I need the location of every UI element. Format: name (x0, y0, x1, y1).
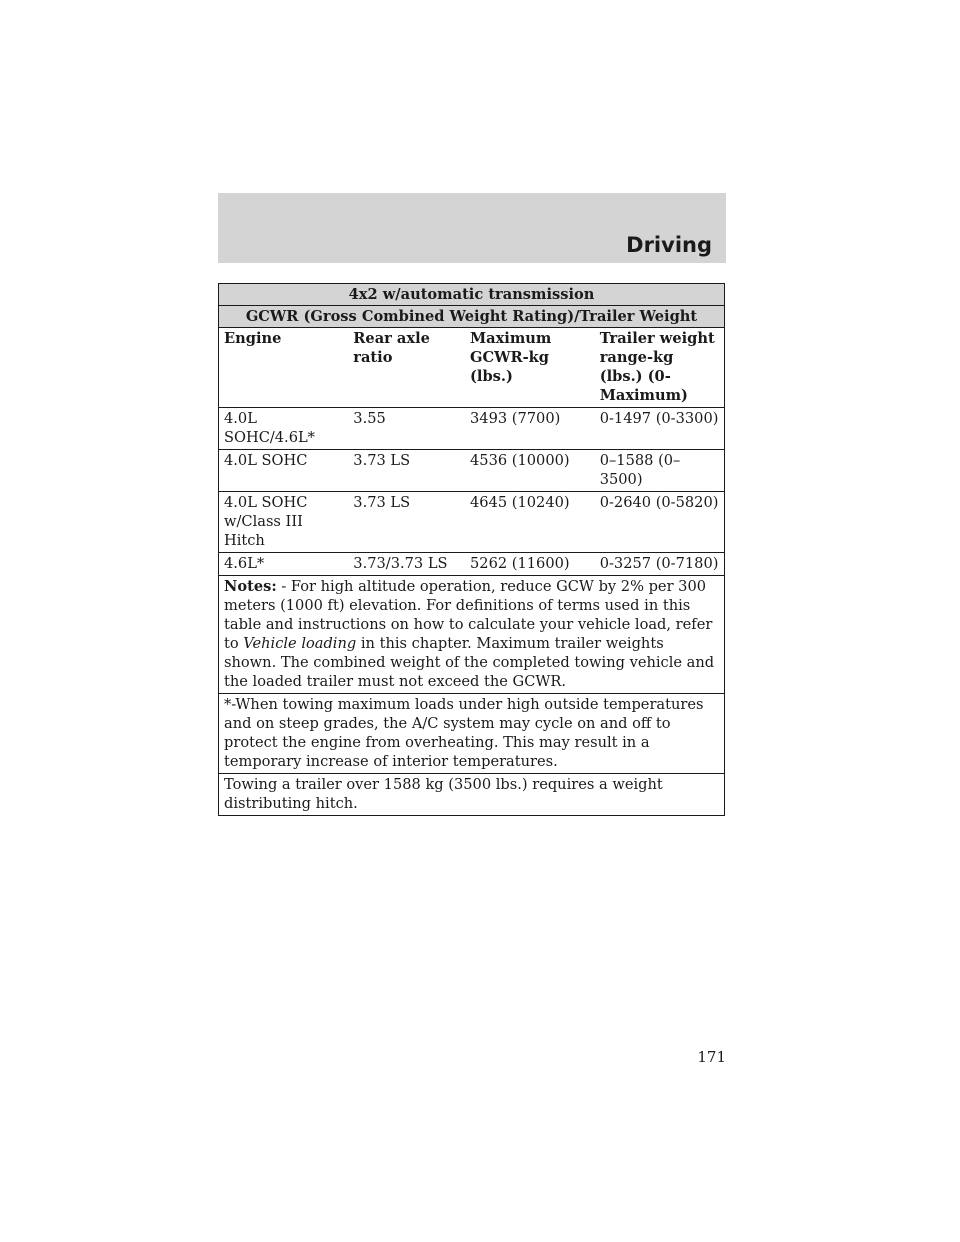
notes-cell (219, 576, 725, 694)
table-cell: 4.0L SOHC/4.6L* (219, 408, 349, 450)
table-cell: 4.6L* (219, 553, 349, 576)
notes-text-continued: in this chapter. Maximum trailer weights shown. The combined weight of the completed towing vehicle and the loaded trailer must not exceed the GCWR. (224, 635, 715, 690)
table-cell: 0–1588 (0–3500) (595, 450, 725, 492)
column-header: Maximum GCWR-kg (lbs.) (465, 328, 595, 408)
section-header (218, 193, 726, 263)
table-cell: 4.0L SOHC w/Class III Hitch (219, 492, 349, 553)
table-row (219, 450, 725, 492)
hitch-note-cell: Towing a trailer over 1588 kg (3500 lbs.) requires a weight distributing hitch. (219, 774, 725, 816)
table-cell: 3493 (7700) (465, 408, 595, 450)
table-subtitle-row (219, 306, 725, 328)
vehicle-loading-reference: Vehicle loading (243, 635, 357, 652)
section-title: Driving (626, 233, 712, 257)
notes-row (219, 576, 725, 694)
towing-table (218, 283, 725, 816)
table-cell: 3.73/3.73 LS (348, 553, 465, 576)
table-row (219, 408, 725, 450)
table-cell: 3.55 (348, 408, 465, 450)
table-cell: 0-2640 (0-5820) (595, 492, 725, 553)
table-cell: 4645 (10240) (465, 492, 595, 553)
column-header-row (219, 328, 725, 408)
notes-label: Notes: (224, 578, 277, 595)
table-subtitle: GCWR (Gross Combined Weight Rating)/Trailer Weight (219, 306, 725, 328)
table-title: 4x2 w/automatic transmission (219, 284, 725, 306)
hitch-note-row (219, 774, 725, 816)
table-cell: 4536 (10000) (465, 450, 595, 492)
table-cell: 3.73 LS (348, 450, 465, 492)
notes-text: - For high altitude operation, reduce GCW by 2% per 300 meters (1000 ft) elevation. For definitions of terms used in this table and instructions on how to calculate your vehicle load, refer to (224, 578, 713, 652)
footnote-row (219, 694, 725, 774)
table-title-row (219, 284, 725, 306)
table-row (219, 492, 725, 553)
column-header: Rear axle ratio (348, 328, 465, 408)
column-header: Trailer weight range-kg (lbs.) (0-Maximum) (595, 328, 725, 408)
table-cell: 3.73 LS (348, 492, 465, 553)
page-number: 171 (697, 1048, 726, 1066)
table-cell: 0-3257 (0-7180) (595, 553, 725, 576)
table-cell: 0-1497 (0-3300) (595, 408, 725, 450)
footnote-cell: *-When towing maximum loads under high outside temperatures and on steep grades, the A/C system may cycle on and off to protect the engine from overheating. This may result in a temporary increase of interior temperatures. (219, 694, 725, 774)
table-row (219, 553, 725, 576)
table-cell: 4.0L SOHC (219, 450, 349, 492)
table-cell: 5262 (11600) (465, 553, 595, 576)
column-header: Engine (219, 328, 349, 408)
